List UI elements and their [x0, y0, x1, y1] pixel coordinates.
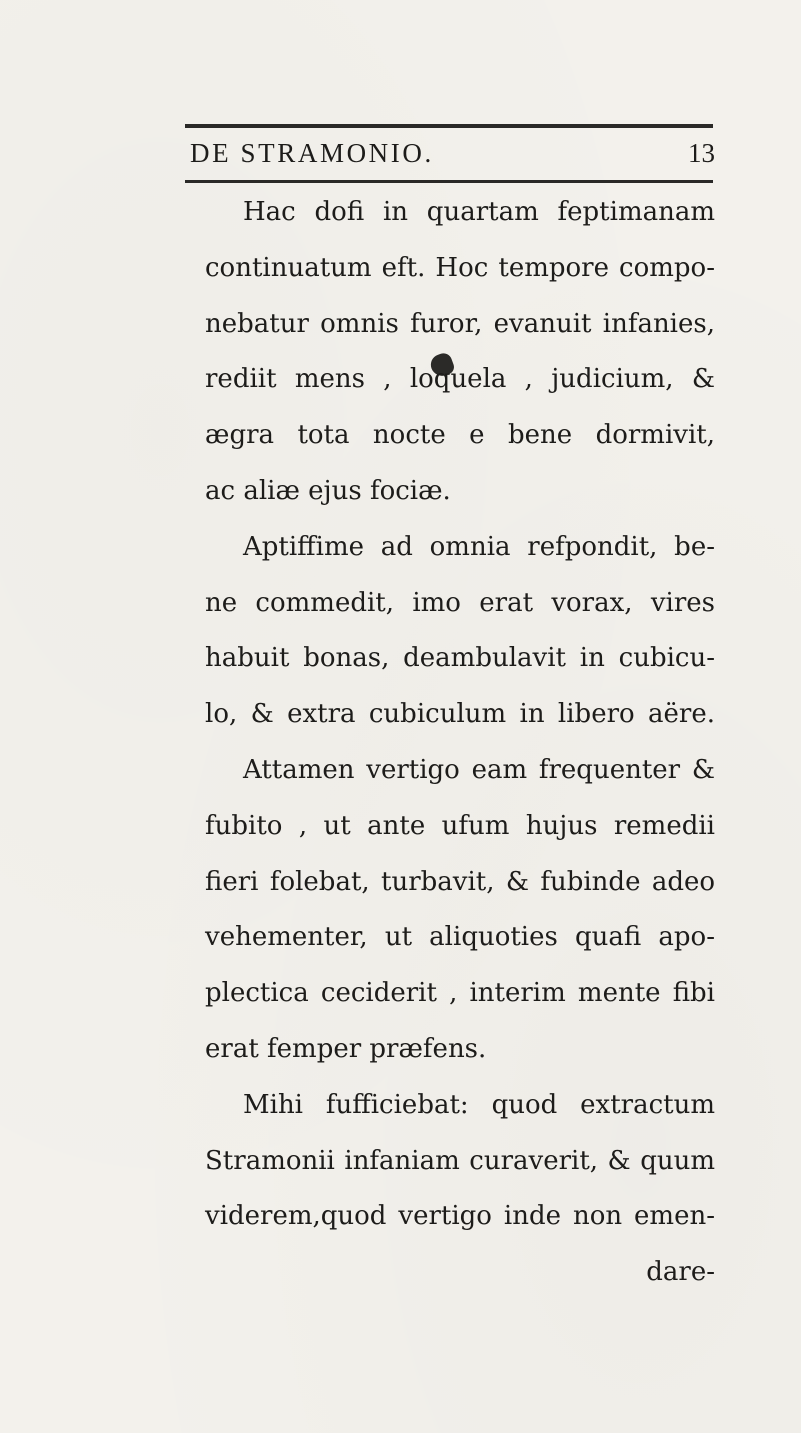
text-line: ægra tota nocte e bene dormivit, [205, 420, 715, 451]
text-line: Hac dofi in quartam feptimanam [243, 197, 715, 227]
text-line: Stramonii infaniam curaverit, & quum [205, 1145, 715, 1176]
catchword: dare- [646, 1257, 715, 1288]
header-rule-bottom [185, 180, 713, 183]
text-line: rediit mens , loquela , judicium, & [205, 364, 715, 395]
text-line: fieri folebat, turbavit, & fubinde adeo [205, 866, 715, 897]
text-line: Aptiffime ad omnia refpondit, be- [243, 531, 715, 562]
text-line: Mihi fufficiebat: quod extractum [243, 1089, 715, 1120]
text-line: Attamen vertigo eam frequenter & [243, 754, 715, 785]
text-line: nebatur omnis furor, evanuit infanies, [205, 308, 715, 339]
text-line: ac aliæ ejus fociæ. [205, 475, 451, 506]
page-number: 13 [688, 138, 715, 168]
text-line: continuatum eft. Hoc tempore compo- [205, 252, 715, 283]
text-line: plectica ceciderit , interim mente fibi [205, 978, 715, 1009]
text-line: vehementer, ut aliquoties quafi apo- [205, 922, 715, 953]
text-line: ne commedit, imo erat vorax, vires [205, 587, 715, 618]
running-title: DE STRAMONIO. [190, 138, 434, 168]
running-head [190, 134, 720, 182]
text-line: erat femper præfens. [205, 1033, 487, 1064]
header-rule-top [185, 124, 713, 128]
text-line: habuit bonas, deambulavit in cubicu- [205, 643, 715, 674]
text-line: fubito , ut ante ufum hujus remedii [205, 810, 715, 841]
text-line: lo, & extra cubiculum in libero aëre. [205, 699, 715, 730]
text-line: viderem,quod vertigo inde non emen- [205, 1201, 715, 1232]
body-text [205, 185, 725, 1301]
